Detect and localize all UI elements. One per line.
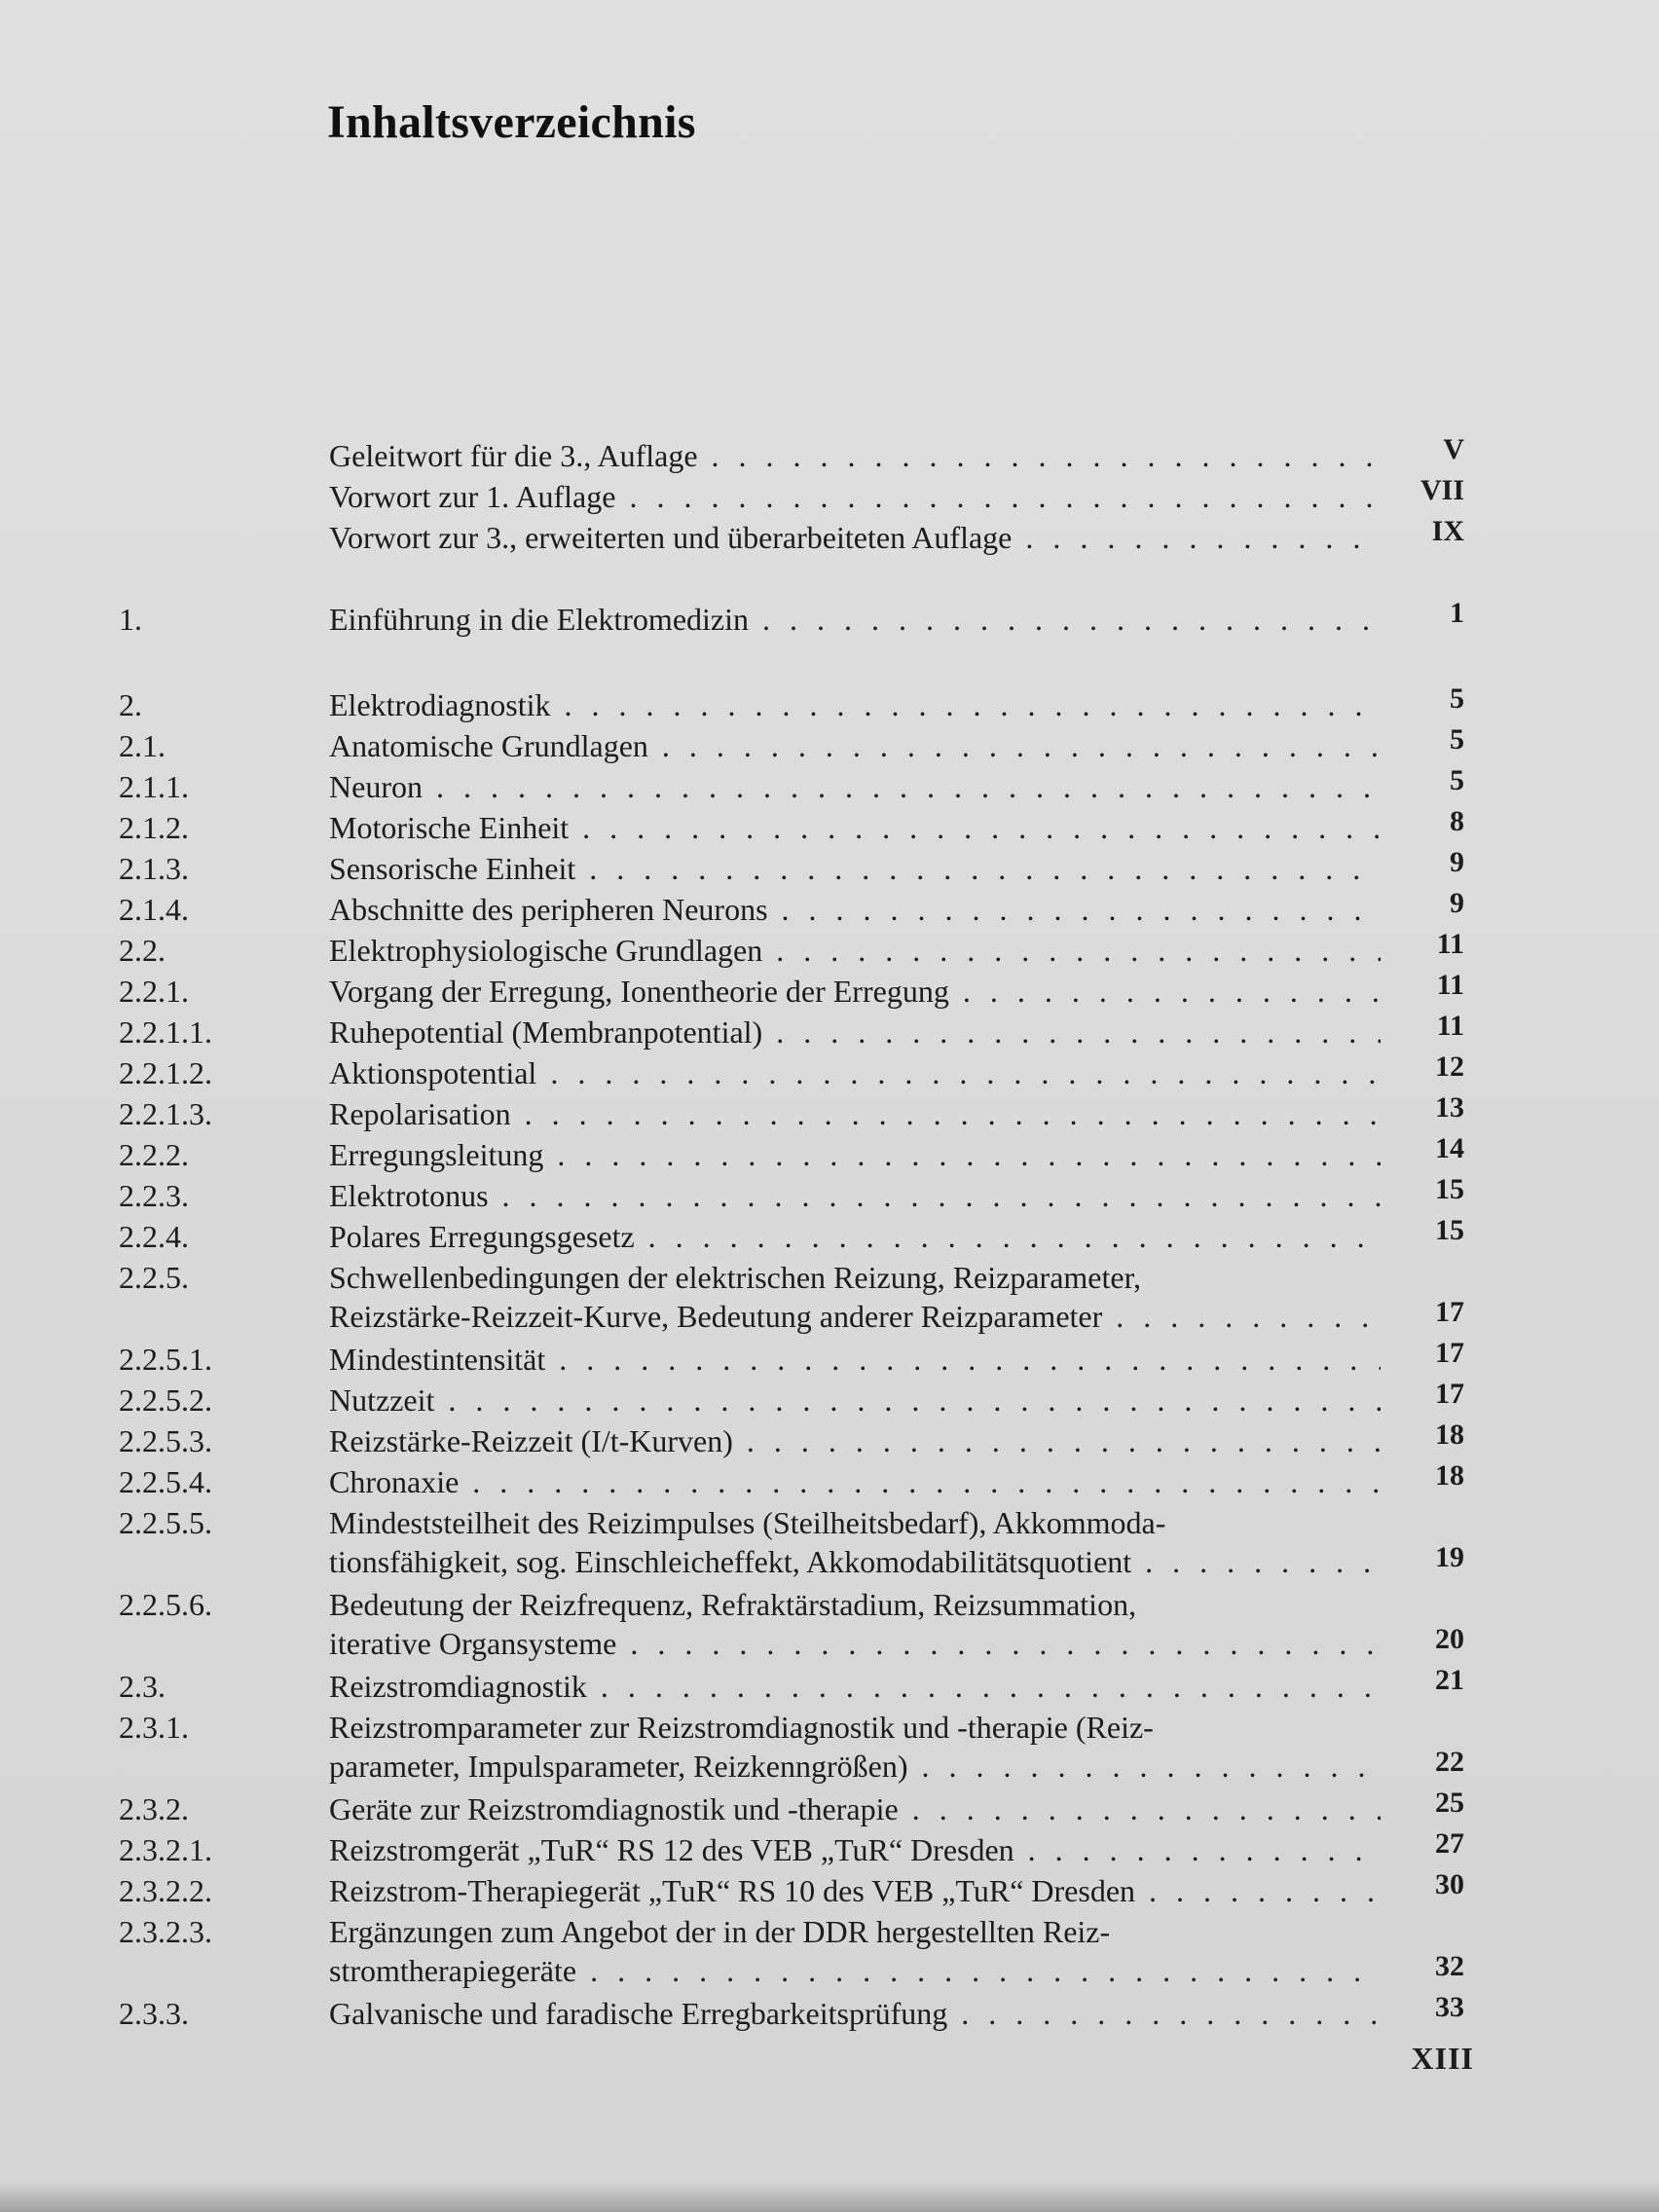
toc-entry[interactable] — [0, 1053, 1659, 1094]
toc-entry-page: 14 — [1435, 1132, 1464, 1164]
toc-entry-title — [329, 972, 1381, 1011]
toc-entry-page: 17 — [1435, 1296, 1464, 1328]
leader-dots — [615, 479, 1381, 514]
toc-entry-number: 2.2.5.2. — [119, 1382, 212, 1418]
toc-entry-title — [329, 436, 1381, 475]
toc-entry-page: 19 — [1435, 1541, 1464, 1573]
toc-entry-title-line: Repolarisation — [329, 1096, 511, 1131]
leader-dots — [551, 687, 1381, 722]
toc-entry-number: 2.1.4. — [119, 892, 189, 927]
toc-entry[interactable] — [0, 1459, 1659, 1503]
toc-entry-page: 32 — [1435, 1950, 1464, 1982]
toc-entry-title — [329, 1912, 1381, 1990]
toc-entry-page: 9 — [1450, 846, 1464, 878]
toc-entry[interactable] — [0, 1258, 1659, 1340]
toc-entry-title-line: Mindeststeilheit des Reizimpulses (Steilheitsbedarf), Akkommoda- — [329, 1505, 1166, 1540]
toc-entry-page: 15 — [1435, 1173, 1464, 1205]
toc-entry-number: 2. — [119, 687, 142, 722]
toc-entry-title-line: Erregungsleitung — [329, 1137, 544, 1172]
toc-entry-page: 5 — [1450, 682, 1464, 715]
toc-entry-title-line: Reizstärke-Reizzeit (I/t-Kurven) — [329, 1423, 733, 1458]
toc-entry[interactable] — [0, 969, 1659, 1013]
toc-entry[interactable] — [0, 1664, 1659, 1708]
toc-entry[interactable] — [0, 1337, 1659, 1381]
toc-entry-page: 13 — [1435, 1091, 1464, 1124]
toc-entry-title-line: Ruhepotential (Membranpotential) — [329, 1014, 763, 1050]
toc-entry-number: 2.3.2.2. — [119, 1873, 212, 1908]
toc-entry[interactable] — [0, 1214, 1659, 1258]
toc-entry-number: 2.2.4. — [119, 1219, 189, 1254]
leader-dots — [1131, 1544, 1381, 1579]
toc-entry-page: 22 — [1435, 1746, 1464, 1778]
toc-entry[interactable] — [0, 928, 1659, 972]
toc-entry-title — [329, 1381, 1381, 1419]
toc-entry-title — [329, 1421, 1381, 1460]
toc-entry-number: 2.2.5.3. — [119, 1423, 212, 1458]
toc-entry-page: 12 — [1435, 1051, 1464, 1083]
toc-entry-title-line: Reizstromparameter zur Reizstromdiagnostik und -therapie (Reiz- — [329, 1710, 1154, 1745]
leader-dots — [423, 769, 1381, 804]
leader-dots — [569, 810, 1381, 845]
toc-entry-page: 25 — [1435, 1787, 1464, 1819]
page-title: Inhaltsverzeichnis — [327, 96, 696, 148]
toc-entry-title-line: Ergänzungen zum Angebot der in der DDR hergestellten Reiz- — [329, 1914, 1111, 1949]
toc-entry-title — [329, 1013, 1381, 1051]
toc-entry-number: 2.3.3. — [119, 1996, 189, 2031]
toc-entry-title-line: Polares Erregungsgesetz — [329, 1219, 635, 1254]
toc-entry[interactable] — [0, 846, 1659, 890]
toc-entry-title-line: Neuron — [329, 769, 423, 804]
toc-entry[interactable] — [0, 1378, 1659, 1421]
toc-entry[interactable] — [0, 1421, 1659, 1462]
leader-dots — [899, 1791, 1381, 1826]
toc-entry-title — [329, 1789, 1381, 1828]
toc-entry-number: 2.2.5.1. — [119, 1342, 212, 1377]
toc-entry-title-line: Elektrodiagnostik — [329, 687, 551, 722]
page-number: XIII — [1411, 2041, 1474, 2076]
toc-entry-page: 8 — [1450, 805, 1464, 837]
leader-dots — [511, 1096, 1381, 1131]
toc-entry-page: 17 — [1435, 1378, 1464, 1410]
toc-entry[interactable] — [0, 1585, 1659, 1667]
toc-entry[interactable] — [0, 1010, 1659, 1053]
toc-entry-title-line: stromtherapiegeräte — [329, 1953, 577, 1988]
leader-dots — [733, 1423, 1381, 1458]
toc-entry-title-line: Anatomische Grundlagen — [329, 728, 648, 763]
toc-entry-page: 30 — [1435, 1868, 1464, 1900]
toc-entry-page: 9 — [1450, 887, 1464, 919]
toc-entry-title-line: Einführung in die Elektromedizin — [329, 602, 749, 637]
toc-entry-title-line: Reizstärke-Reizzeit-Kurve, Bedeutung anderer Reizparameter — [329, 1299, 1103, 1334]
leader-dots — [489, 1178, 1381, 1213]
toc-entry-title — [329, 1094, 1381, 1133]
toc-entry-title — [329, 1994, 1381, 2033]
toc-entry-number: 2.2.5.4. — [119, 1464, 212, 1499]
leader-dots — [1012, 520, 1381, 555]
toc-entry-title-line: Bedeutung der Reizfrequenz, Refraktärstadium, Reizsummation, — [329, 1587, 1137, 1622]
toc-entry-page: 15 — [1435, 1214, 1464, 1246]
toc-entry-title-line: Schwellenbedingungen der elektrischen Reizung, Reizparameter, — [329, 1260, 1141, 1295]
toc-entry[interactable] — [0, 433, 1659, 477]
leader-dots — [434, 1382, 1381, 1418]
toc-entry-number: 2.2.5.5. — [119, 1505, 212, 1540]
toc-entry-title — [329, 931, 1381, 970]
toc-entry-title — [329, 890, 1381, 929]
toc-entry-title — [329, 600, 1381, 639]
leader-dots — [698, 438, 1381, 473]
toc-entry-number: 2.2.3. — [119, 1178, 189, 1213]
toc-entry-title — [329, 1176, 1381, 1215]
toc-entry[interactable] — [0, 515, 1659, 559]
toc-entry[interactable] — [0, 474, 1659, 518]
leader-dots — [1135, 1873, 1381, 1908]
toc-entry-number: 2.3.2.3. — [119, 1914, 212, 1949]
toc-entry-title-line: Vorgang der Erregung, Ionentheorie der Erregung — [329, 974, 949, 1009]
toc-entry-page: 27 — [1435, 1827, 1464, 1860]
toc-entry[interactable] — [0, 1789, 1659, 1830]
toc-entry-title — [329, 767, 1381, 806]
toc-entry-title — [329, 1258, 1381, 1336]
toc-entry-title — [329, 726, 1381, 765]
toc-entry-title — [329, 1871, 1381, 1910]
toc-entry-title — [329, 1830, 1381, 1869]
leader-dots — [908, 1749, 1382, 1784]
toc-entry-number: 2.2. — [119, 933, 166, 968]
toc-entry-title — [329, 477, 1381, 516]
toc-entry-title-line: Reizstromdiagnostik — [329, 1669, 587, 1704]
leader-dots — [536, 1055, 1381, 1090]
toc-entry-number: 2.1.3. — [119, 851, 189, 886]
leader-dots — [762, 933, 1381, 968]
toc-entry-title-line: Elektrotonus — [329, 1178, 489, 1213]
toc-entry[interactable] — [0, 1991, 1659, 2035]
leader-dots — [587, 1669, 1381, 1704]
toc-entry-title-line: Geräte zur Reizstromdiagnostik und -therapie — [329, 1791, 899, 1826]
toc-entry[interactable] — [0, 597, 1659, 641]
toc-entry-page: 5 — [1450, 764, 1464, 796]
toc-entry-page: 5 — [1450, 723, 1464, 756]
leader-dots — [1014, 1832, 1381, 1867]
toc-entry-page: 21 — [1435, 1664, 1464, 1696]
toc-entry-title-line: Nutzzeit — [329, 1382, 435, 1418]
scan-edge — [0, 2183, 1659, 2212]
toc-entry-title-line: Geleitwort für die 3., Auflage — [329, 438, 698, 473]
toc-entry-page: 1 — [1450, 597, 1464, 629]
toc-entry[interactable] — [0, 1868, 1659, 1912]
toc-entry-title-line: Elektrophysiologische Grundlagen — [329, 933, 763, 968]
toc-entry-number: 2.2.1.2. — [119, 1055, 212, 1090]
leader-dots — [947, 1996, 1381, 2031]
toc-entry-title — [329, 1708, 1381, 1786]
toc-entry-page: 33 — [1435, 1991, 1464, 2023]
toc-entry-title — [329, 1462, 1381, 1501]
toc-entry[interactable] — [0, 1912, 1659, 1994]
toc-entry-title — [329, 1585, 1381, 1663]
toc-entry[interactable] — [0, 1173, 1659, 1217]
leader-dots — [648, 728, 1381, 763]
toc-entry-title — [329, 685, 1381, 724]
toc-entry-number: 2.1.2. — [119, 810, 189, 845]
toc-entry[interactable] — [0, 1503, 1659, 1585]
toc-entry-title — [329, 518, 1381, 557]
toc-entry-page: 11 — [1436, 928, 1464, 960]
toc-entry-number: 2.3.2. — [119, 1791, 189, 1826]
leader-dots — [635, 1219, 1381, 1254]
toc-entry-number: 2.3. — [119, 1669, 166, 1704]
toc-entry[interactable] — [0, 723, 1659, 767]
toc-entry-number: 1. — [119, 602, 142, 637]
toc-entry-number: 2.2.1.3. — [119, 1096, 212, 1131]
toc-entry-title-line: Aktionspotential — [329, 1055, 537, 1090]
toc-entry-title-line: parameter, Impulsparameter, Reizkenngrößen) — [329, 1749, 908, 1784]
toc-entry-title-line: iterative Organsysteme — [329, 1626, 617, 1661]
toc-entry-title-line: tionsfähigkeit, sog. Einschleicheffekt, Akkomodabilitätsquotient — [329, 1544, 1132, 1579]
toc-entry-title-line: Vorwort zur 1. Auflage — [329, 479, 616, 514]
leader-dots — [749, 602, 1381, 637]
leader-dots — [576, 1953, 1381, 1988]
toc-entry-title-line: Motorische Einheit — [329, 810, 570, 845]
leader-dots — [543, 1137, 1381, 1172]
toc-entry[interactable] — [0, 1708, 1659, 1789]
toc-entry-page: IX — [1431, 515, 1464, 547]
toc-entry[interactable] — [0, 1091, 1659, 1135]
toc-entry-title — [329, 808, 1381, 847]
toc-entry-title-line: Sensorische Einheit — [329, 851, 576, 886]
toc-entry[interactable] — [0, 1827, 1659, 1871]
toc-entry-page: VII — [1419, 474, 1464, 506]
toc-entry-number: 2.3.2.1. — [119, 1832, 212, 1867]
leader-dots — [616, 1626, 1381, 1661]
leader-dots — [575, 851, 1381, 886]
toc-entry-title-line: Abschnitte des peripheren Neurons — [329, 892, 768, 927]
toc-entry-page: 17 — [1435, 1337, 1464, 1369]
toc-entry-title-line: Galvanische und faradische Erregbarkeitsprüfung — [329, 1996, 948, 2031]
toc-entry-number: 2.2.1. — [119, 974, 189, 1009]
leader-dots — [949, 974, 1381, 1009]
toc-entry-title-line: Reizstrom-Therapiegerät „TuR“ RS 10 des VEB „TuR“ Dresden — [329, 1873, 1136, 1908]
toc-entry[interactable] — [0, 1132, 1659, 1176]
toc-entry-number: 2.2.1.1. — [119, 1014, 212, 1050]
toc-entry-page: 18 — [1435, 1459, 1464, 1492]
toc-entry-number: 2.2.5. — [119, 1260, 189, 1295]
toc-entry-page: 20 — [1435, 1623, 1464, 1655]
leader-dots — [768, 892, 1381, 927]
toc-entry-number: 2.2.2. — [119, 1137, 189, 1172]
toc-entry-title-line: Vorwort zur 3., erweiterten und überarbeiteten Auflage — [329, 520, 1013, 555]
leader-dots — [545, 1342, 1381, 1377]
toc-entry-title — [329, 1340, 1381, 1379]
toc-entry-page: V — [1443, 433, 1464, 465]
toc-entry[interactable] — [0, 887, 1659, 931]
toc-entry-number: 2.2.5.6. — [119, 1587, 212, 1622]
toc-entry-title — [329, 1135, 1381, 1174]
leader-dots — [762, 1014, 1381, 1050]
toc-entry-number: 2.1.1. — [119, 769, 189, 804]
toc-entry-title-line: Chronaxie — [329, 1464, 460, 1499]
toc-entry-title — [329, 1053, 1381, 1092]
toc-entry-title — [329, 1503, 1381, 1581]
leader-dots — [1102, 1299, 1381, 1334]
leader-dots — [459, 1464, 1381, 1499]
toc-entry-page: 18 — [1435, 1419, 1464, 1451]
toc-entry-title-line: Mindestintensität — [329, 1342, 546, 1377]
toc-entry-page: 11 — [1436, 1010, 1464, 1042]
toc-entry-page: 11 — [1436, 969, 1464, 1001]
toc-entry[interactable] — [0, 805, 1659, 849]
toc-entry[interactable] — [0, 764, 1659, 808]
toc-entry[interactable] — [0, 682, 1659, 726]
toc-entry-title — [329, 849, 1381, 888]
toc-entry-title — [329, 1667, 1381, 1706]
toc-entry-title-line: Reizstromgerät „TuR“ RS 12 des VEB „TuR“ Dresden — [329, 1832, 1014, 1867]
toc-entry-number: 2.3.1. — [119, 1710, 189, 1745]
toc-entry-number: 2.1. — [119, 728, 166, 763]
toc-entry-title — [329, 1217, 1381, 1256]
